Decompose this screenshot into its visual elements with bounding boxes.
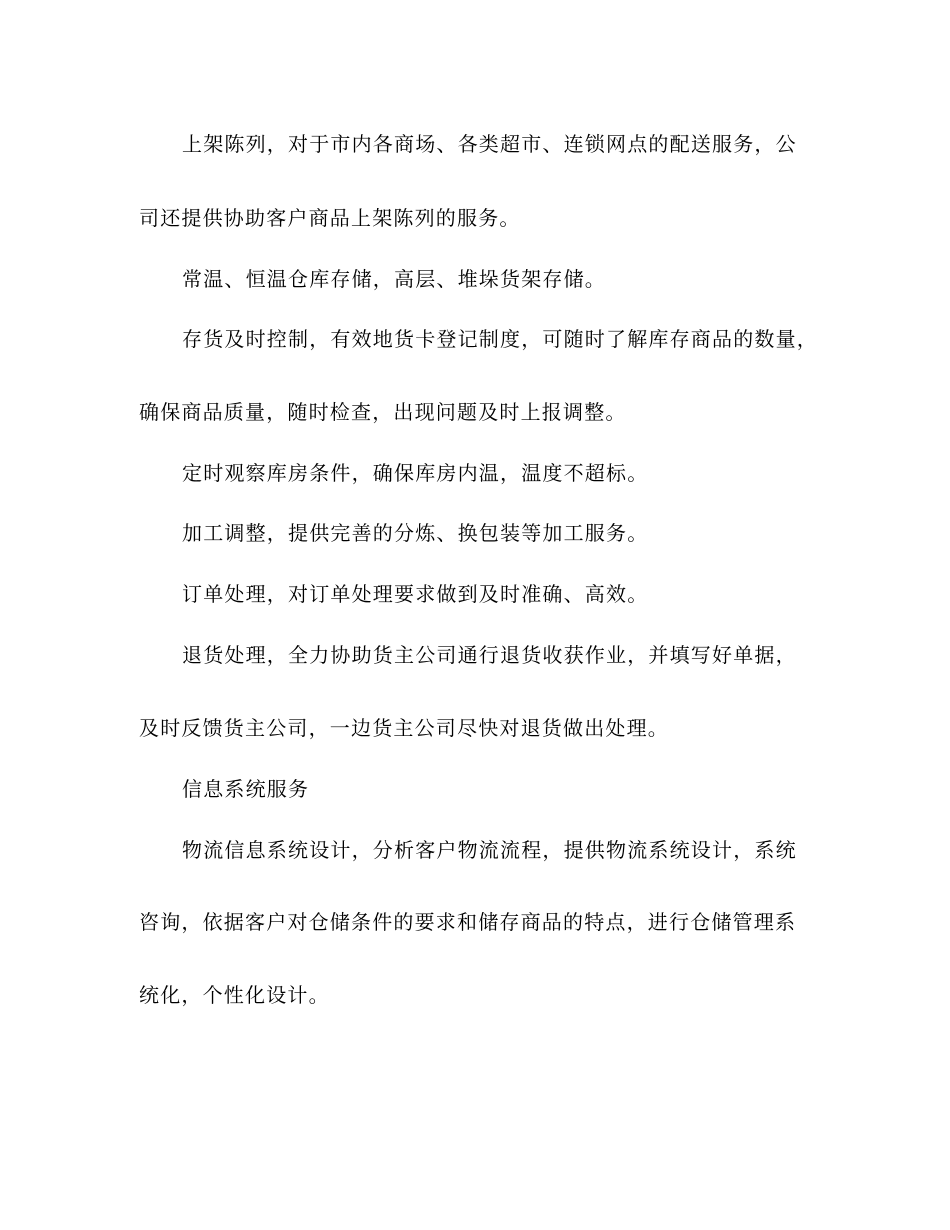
paragraph-line: 常温、恒温仓库存储，高层、堆垛货架存储。 [182,267,606,291]
paragraph-line: 咨询，依据客户对仓储条件的要求和储存商品的特点，进行仓储管理系 [139,910,797,934]
paragraph-line: 存货及时控制，有效地货卡登记制度，可随时了解库存商品的数量， [182,327,818,351]
paragraph-line: 确保商品质量，随时检查，出现问题及时上报调整。 [139,400,627,424]
paragraph-line: 司还提供协助客户商品上架陈列的服务。 [139,206,521,230]
paragraph-line: 退货处理，全力协助货主公司通行退货收获作业，并填写好单据， [182,643,797,667]
section-heading: 信息系统服务 [182,777,310,801]
paragraph-line: 加工调整，提供完善的分炼、换包装等加工服务。 [182,521,649,545]
paragraph-line: 定时观察库房条件，确保库房内温，温度不超标。 [182,461,649,485]
paragraph-line: 上架陈列，对于市内各商场、各类超市、连锁网点的配送服务，公 [182,132,797,156]
paragraph-line: 统化，个性化设计。 [139,983,330,1007]
paragraph-line: 及时反馈货主公司，一边货主公司尽快对退货做出处理。 [139,716,669,740]
paragraph-line: 物流信息系统设计，分析客户物流流程，提供物流系统设计，系统 [182,838,797,862]
paragraph-line: 订单处理，对订单处理要求做到及时准确、高效。 [182,582,649,606]
